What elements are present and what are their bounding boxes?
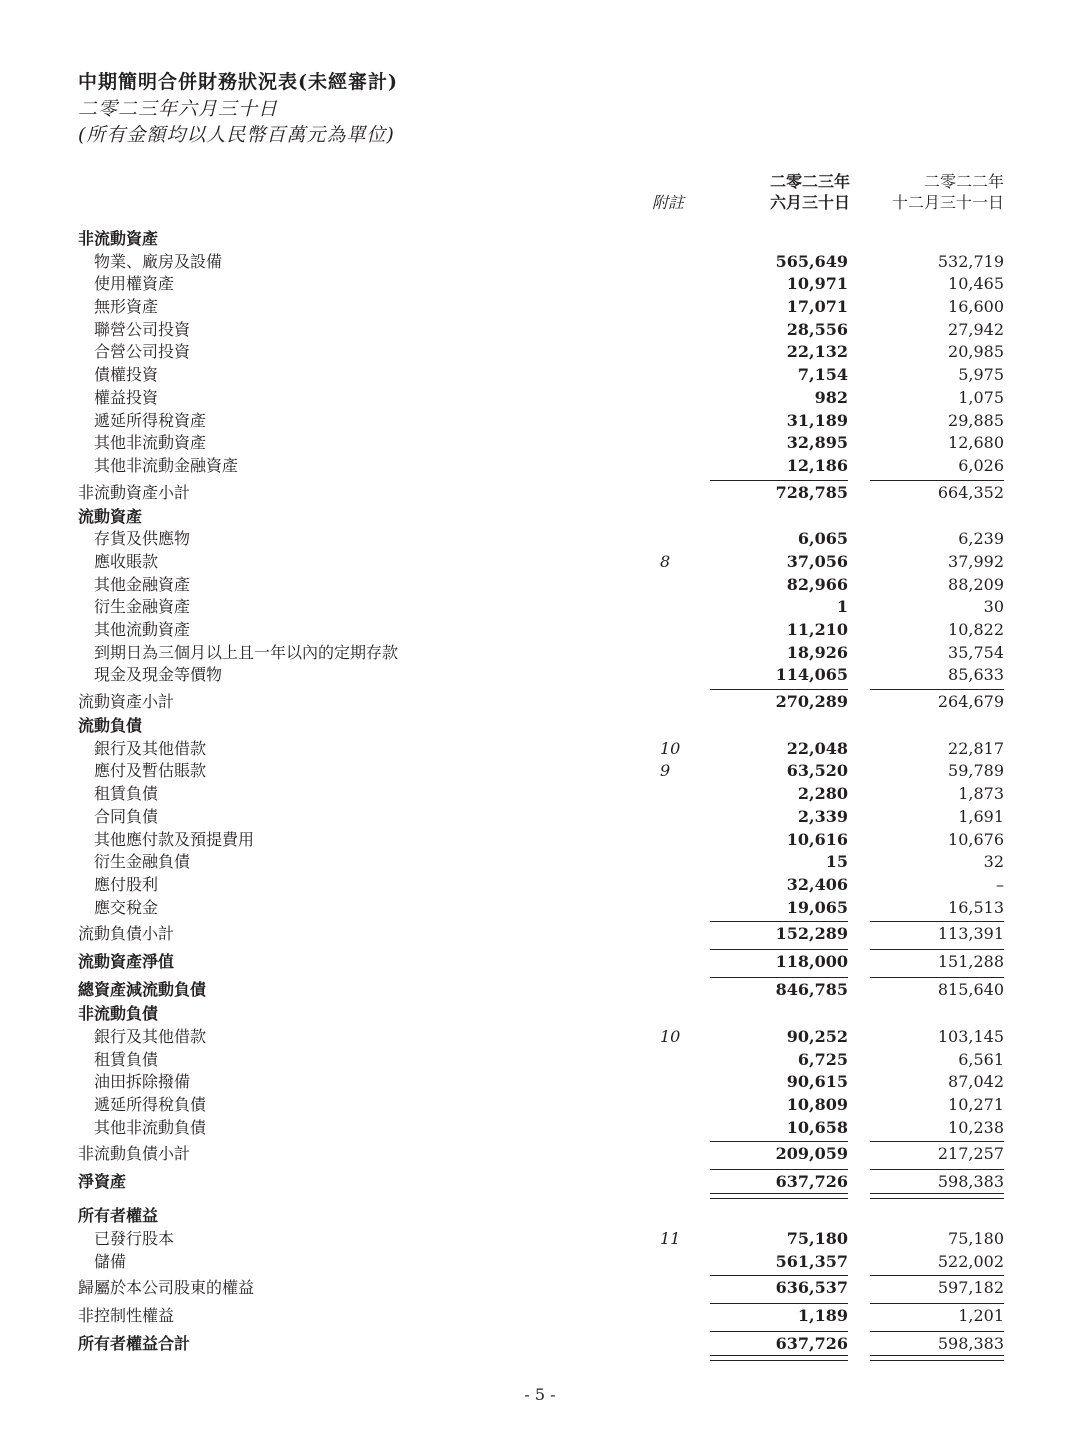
note-ref: 10 — [660, 1026, 681, 1046]
subtotal-row — [78, 478, 1004, 506]
current-period-value: 846,785 — [775, 980, 848, 1000]
balance-sheet-table — [78, 228, 1004, 1357]
subtotal-row — [78, 975, 1004, 1003]
prior-period-header — [860, 171, 1004, 213]
prior-period-value: 22,817 — [948, 738, 1004, 758]
table-row — [78, 596, 1004, 619]
prior-period-value: 664,352 — [937, 482, 1004, 502]
row-label: 流動負債小計 — [78, 924, 175, 944]
subtotal-row — [78, 1301, 1004, 1329]
current-period-value: 7,154 — [797, 365, 848, 385]
table-row — [78, 664, 1004, 687]
row-label: 其他應付款及預提費用 — [94, 829, 255, 849]
prior-period-header-year: 二零二二年 — [923, 172, 1004, 191]
subtotal-rule — [870, 689, 1004, 690]
table-row — [78, 551, 1004, 574]
current-period-value: 37,056 — [786, 551, 848, 571]
subtotal-row — [78, 1139, 1004, 1167]
statement-date: 二零二三年六月三十日 — [78, 98, 279, 120]
current-period-value: 2,339 — [797, 806, 848, 826]
table-row — [78, 364, 1004, 387]
current-period-header — [720, 171, 850, 213]
current-period-value: 6,725 — [797, 1049, 848, 1069]
row-label: 銀行及其他借款 — [94, 738, 207, 758]
subtotal-rule — [870, 1141, 1004, 1142]
prior-period-value: 6,561 — [958, 1049, 1004, 1069]
table-row — [78, 1049, 1004, 1072]
prior-period-value: 88,209 — [948, 574, 1004, 594]
table-row — [78, 455, 1004, 478]
current-period-value: 10,809 — [786, 1095, 848, 1114]
subtotal-rule — [710, 689, 848, 690]
subtotal-rule — [870, 949, 1004, 950]
current-period-value: 982 — [814, 387, 848, 407]
current-period-value: 728,785 — [775, 482, 848, 502]
row-label: 權益投資 — [94, 387, 159, 407]
row-label: 流動資產淨值 — [78, 952, 175, 972]
current-period-value: 270,289 — [775, 692, 848, 712]
prior-period-value: 85,633 — [948, 665, 1004, 685]
note-column-header: 附註 — [651, 193, 684, 212]
prior-period-value: 20,985 — [948, 342, 1004, 362]
row-label: 衍生金融負債 — [94, 852, 191, 872]
prior-period-value: – — [996, 874, 1004, 894]
table-row — [78, 410, 1004, 433]
note-ref: 8 — [660, 551, 671, 571]
section-label: 非流動負債 — [78, 1004, 159, 1024]
section-label: 非流動資產 — [78, 229, 159, 248]
table-row — [78, 251, 1004, 274]
section-heading-row — [78, 715, 1004, 738]
current-period-value: 22,048 — [786, 738, 848, 758]
table-row — [78, 319, 1004, 342]
table-row — [78, 341, 1004, 364]
subtotal-rule — [710, 480, 848, 481]
row-label: 現金及現金等價物 — [94, 665, 223, 685]
row-label: 應交稅金 — [94, 897, 159, 917]
table-row — [78, 1117, 1004, 1140]
row-label: 聯營公司投資 — [94, 319, 191, 339]
prior-period-value: 10,238 — [948, 1117, 1004, 1137]
subtotal-rule — [710, 921, 848, 922]
prior-period-value: 32 — [983, 852, 1004, 872]
table-row — [78, 1228, 1004, 1251]
page-number: - 5 - — [524, 1385, 556, 1404]
section-heading-row — [78, 1205, 1004, 1228]
prior-period-value: 12,680 — [948, 433, 1004, 453]
subtotal-rule — [870, 1275, 1004, 1276]
prior-period-value: 1,201 — [958, 1306, 1004, 1326]
prior-period-value: 815,640 — [937, 980, 1004, 1000]
row-label: 租賃負債 — [94, 1049, 159, 1069]
table-row — [78, 574, 1004, 597]
prior-period-value: 10,271 — [948, 1095, 1004, 1114]
row-label: 流動資產小計 — [78, 692, 175, 712]
row-label: 應付股利 — [94, 874, 159, 894]
prior-period-value: 87,042 — [948, 1072, 1004, 1092]
section-label: 流動資產 — [78, 506, 143, 526]
prior-period-value: 113,391 — [937, 924, 1004, 944]
row-label: 無形資產 — [94, 297, 159, 317]
prior-period-value: 1,075 — [958, 387, 1004, 407]
section-heading-row — [78, 228, 1004, 251]
prior-period-value: 30 — [983, 597, 1004, 617]
row-label: 合同負債 — [94, 806, 159, 826]
current-period-value: 2,280 — [797, 784, 848, 804]
subtotal-rule — [710, 1169, 848, 1170]
table-row — [78, 738, 1004, 761]
prior-period-value: 6,026 — [958, 455, 1004, 475]
current-period-value: 152,289 — [775, 924, 848, 944]
row-label: 其他非流動負債 — [94, 1117, 207, 1137]
prior-period-value: 217,257 — [937, 1144, 1004, 1164]
current-period-value: 10,971 — [786, 274, 848, 294]
row-label: 淨資產 — [78, 1172, 127, 1192]
prior-period-value: 27,942 — [948, 319, 1004, 339]
current-period-value: 12,186 — [786, 455, 848, 475]
prior-period-value: 10,465 — [948, 274, 1004, 294]
prior-period-value: 597,182 — [937, 1278, 1004, 1298]
current-period-value: 28,556 — [786, 319, 848, 339]
current-period-value: 90,252 — [786, 1026, 848, 1046]
double-underline — [870, 1355, 1004, 1361]
statement-title: 中期簡明合併財務狀況表(未經審計) — [78, 71, 398, 93]
current-period-value: 32,406 — [786, 874, 848, 894]
current-period-value: 15 — [825, 852, 848, 872]
current-period-header-year: 二零二三年 — [769, 172, 850, 191]
row-label: 油田拆除撥備 — [94, 1072, 191, 1092]
current-period-value: 1 — [836, 597, 848, 617]
current-period-value: 565,649 — [775, 251, 848, 271]
subtotal-rule — [710, 1331, 848, 1332]
current-period-value: 32,895 — [786, 433, 848, 453]
table-row — [78, 296, 1004, 319]
current-period-value: 114,065 — [775, 665, 848, 685]
row-label: 總資產減流動負債 — [78, 980, 207, 1000]
row-label: 到期日為三個月以上且一年以內的定期存款 — [94, 642, 399, 662]
prior-period-header-date: 十二月三十一日 — [891, 193, 1004, 212]
table-row — [78, 829, 1004, 852]
current-period-value: 22,132 — [786, 342, 848, 362]
subtotal-rule — [870, 1169, 1004, 1170]
table-row — [78, 619, 1004, 642]
subtotal-rule — [710, 977, 848, 978]
current-period-value: 10,658 — [786, 1117, 848, 1137]
subtotal-row — [78, 687, 1004, 715]
statement-unit: (所有金額均以人民幣百萬元為單位) — [78, 124, 395, 146]
row-label: 租賃負債 — [94, 784, 159, 804]
table-row — [78, 760, 1004, 783]
double-underline — [710, 1193, 848, 1199]
prior-period-value: 16,513 — [948, 897, 1004, 917]
table-row — [78, 874, 1004, 897]
row-label: 遞延所得稅負債 — [94, 1095, 207, 1114]
prior-period-value: 16,600 — [948, 297, 1004, 317]
row-label: 合營公司投資 — [94, 342, 191, 362]
prior-period-value: 532,719 — [937, 251, 1004, 271]
prior-period-value: 75,180 — [948, 1229, 1004, 1249]
row-label: 其他流動資產 — [94, 620, 191, 639]
prior-period-value: 59,789 — [948, 761, 1004, 781]
table-row — [78, 1071, 1004, 1094]
current-period-value: 18,926 — [786, 642, 848, 662]
row-label: 衍生金融資產 — [94, 597, 191, 617]
subtotal-rule — [710, 1275, 848, 1276]
row-label: 其他金融資產 — [94, 574, 191, 594]
note-ref: 9 — [660, 761, 671, 781]
subtotal-rule — [870, 1303, 1004, 1304]
row-label: 存貨及供應物 — [94, 529, 191, 549]
prior-period-value: 1,873 — [958, 784, 1004, 804]
table-row — [78, 897, 1004, 920]
section-heading-row — [78, 506, 1004, 529]
table-row — [78, 387, 1004, 410]
subtotal-rule — [870, 977, 1004, 978]
prior-period-value: 264,679 — [937, 692, 1004, 712]
table-row — [78, 783, 1004, 806]
prior-period-value: 1,691 — [958, 806, 1004, 826]
subtotal-row — [78, 1273, 1004, 1301]
current-period-value: 637,726 — [775, 1172, 848, 1192]
table-row — [78, 1094, 1004, 1117]
subtotal-rule — [710, 1303, 848, 1304]
prior-period-value: 10,822 — [948, 620, 1004, 639]
table-row — [78, 1251, 1004, 1274]
table-row — [78, 432, 1004, 455]
current-period-value: 17,071 — [786, 297, 848, 317]
current-period-value: 1,189 — [797, 1306, 848, 1326]
current-period-value: 19,065 — [786, 897, 848, 917]
row-label: 儲備 — [94, 1251, 127, 1271]
table-row — [78, 273, 1004, 296]
table-row — [78, 806, 1004, 829]
note-ref: 10 — [660, 738, 681, 758]
row-label: 遞延所得稅資產 — [94, 410, 207, 430]
row-label: 其他非流動資產 — [94, 433, 207, 453]
current-period-value: 75,180 — [786, 1229, 848, 1249]
row-label: 其他非流動金融資產 — [94, 455, 239, 475]
prior-period-value: 598,383 — [937, 1172, 1004, 1192]
row-label: 應收賬款 — [94, 551, 159, 571]
row-label: 所有者權益合計 — [78, 1334, 191, 1354]
row-label: 債權投資 — [94, 365, 159, 385]
row-label: 已發行股本 — [94, 1229, 175, 1249]
prior-period-value: 5,975 — [958, 365, 1004, 385]
prior-period-value: 10,676 — [948, 829, 1004, 849]
prior-period-value: 598,383 — [937, 1334, 1004, 1354]
subtotal-rule — [870, 1331, 1004, 1332]
note-ref: 11 — [660, 1229, 681, 1249]
row-label: 銀行及其他借款 — [94, 1026, 207, 1046]
current-period-value: 637,726 — [775, 1334, 848, 1354]
current-period-value: 209,059 — [775, 1144, 848, 1164]
section-heading-row — [78, 1003, 1004, 1026]
section-label: 所有者權益 — [78, 1206, 159, 1226]
current-period-header-date: 六月三十日 — [769, 193, 850, 212]
row-label: 非流動負債小計 — [78, 1144, 191, 1164]
current-period-value: 561,357 — [775, 1251, 848, 1271]
prior-period-value: 29,885 — [948, 410, 1004, 430]
row-label: 物業、廠房及設備 — [94, 251, 223, 271]
subtotal-rule — [870, 480, 1004, 481]
section-label: 流動負債 — [78, 716, 143, 736]
row-label: 非流動資產小計 — [78, 482, 191, 502]
subtotal-rule — [710, 949, 848, 950]
subtotal-row — [78, 1167, 1004, 1195]
table-row — [78, 1026, 1004, 1049]
current-period-value: 6,065 — [797, 529, 848, 549]
double-underline — [710, 1355, 848, 1361]
table-row — [78, 642, 1004, 665]
table-row — [78, 851, 1004, 874]
prior-period-value: 103,145 — [937, 1026, 1004, 1046]
prior-period-value: 6,239 — [958, 529, 1004, 549]
current-period-value: 31,189 — [786, 410, 848, 430]
subtotal-row — [78, 919, 1004, 947]
current-period-value: 90,615 — [786, 1072, 848, 1092]
subtotal-row — [78, 1329, 1004, 1357]
prior-period-value: 151,288 — [937, 952, 1004, 972]
double-underline — [870, 1193, 1004, 1199]
table-row — [78, 528, 1004, 551]
subtotal-row — [78, 947, 1004, 975]
subtotal-rule — [710, 1141, 848, 1142]
prior-period-value: 37,992 — [948, 551, 1004, 571]
prior-period-value: 522,002 — [937, 1251, 1004, 1271]
current-period-value: 10,616 — [786, 829, 848, 849]
row-label: 歸屬於本公司股東的權益 — [78, 1278, 255, 1298]
title-block — [78, 68, 398, 148]
current-period-value: 118,000 — [775, 952, 848, 972]
row-label: 非控制性權益 — [78, 1306, 175, 1326]
prior-period-value: 35,754 — [948, 642, 1004, 662]
current-period-value: 82,966 — [786, 574, 848, 594]
current-period-value: 636,537 — [775, 1278, 848, 1298]
current-period-value: 11,210 — [786, 620, 848, 639]
current-period-value: 63,520 — [786, 761, 848, 781]
row-label: 應付及暫估賬款 — [94, 761, 207, 781]
subtotal-rule — [870, 921, 1004, 922]
row-label: 使用權資產 — [94, 274, 175, 294]
